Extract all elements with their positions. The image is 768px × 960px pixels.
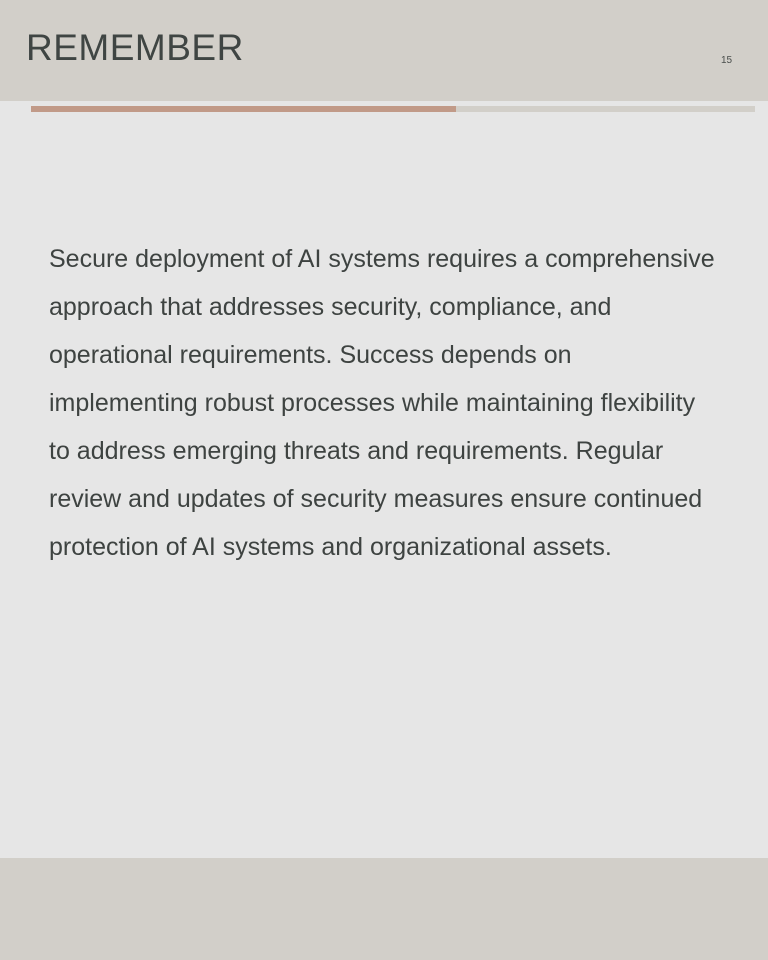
- slide-number: 15: [721, 55, 733, 66]
- body-paragraph: Secure deployment of AI systems requires a comprehensive approach that addresses security, compliance, and operational requirements. Success depends on implementing robust processes while maintaining flexibility to address emerging threats and requirements. Regular review and updates of security measures ensure continued protection of AI systems and organizational assets.: [49, 245, 715, 561]
- slide-title: REMEMBER: [26, 27, 244, 68]
- slide-footer: [0, 858, 768, 960]
- progress-bar: [31, 106, 755, 112]
- progress-bar-fill: [31, 106, 456, 112]
- slide-content: [0, 101, 768, 858]
- slide-header: [0, 0, 768, 101]
